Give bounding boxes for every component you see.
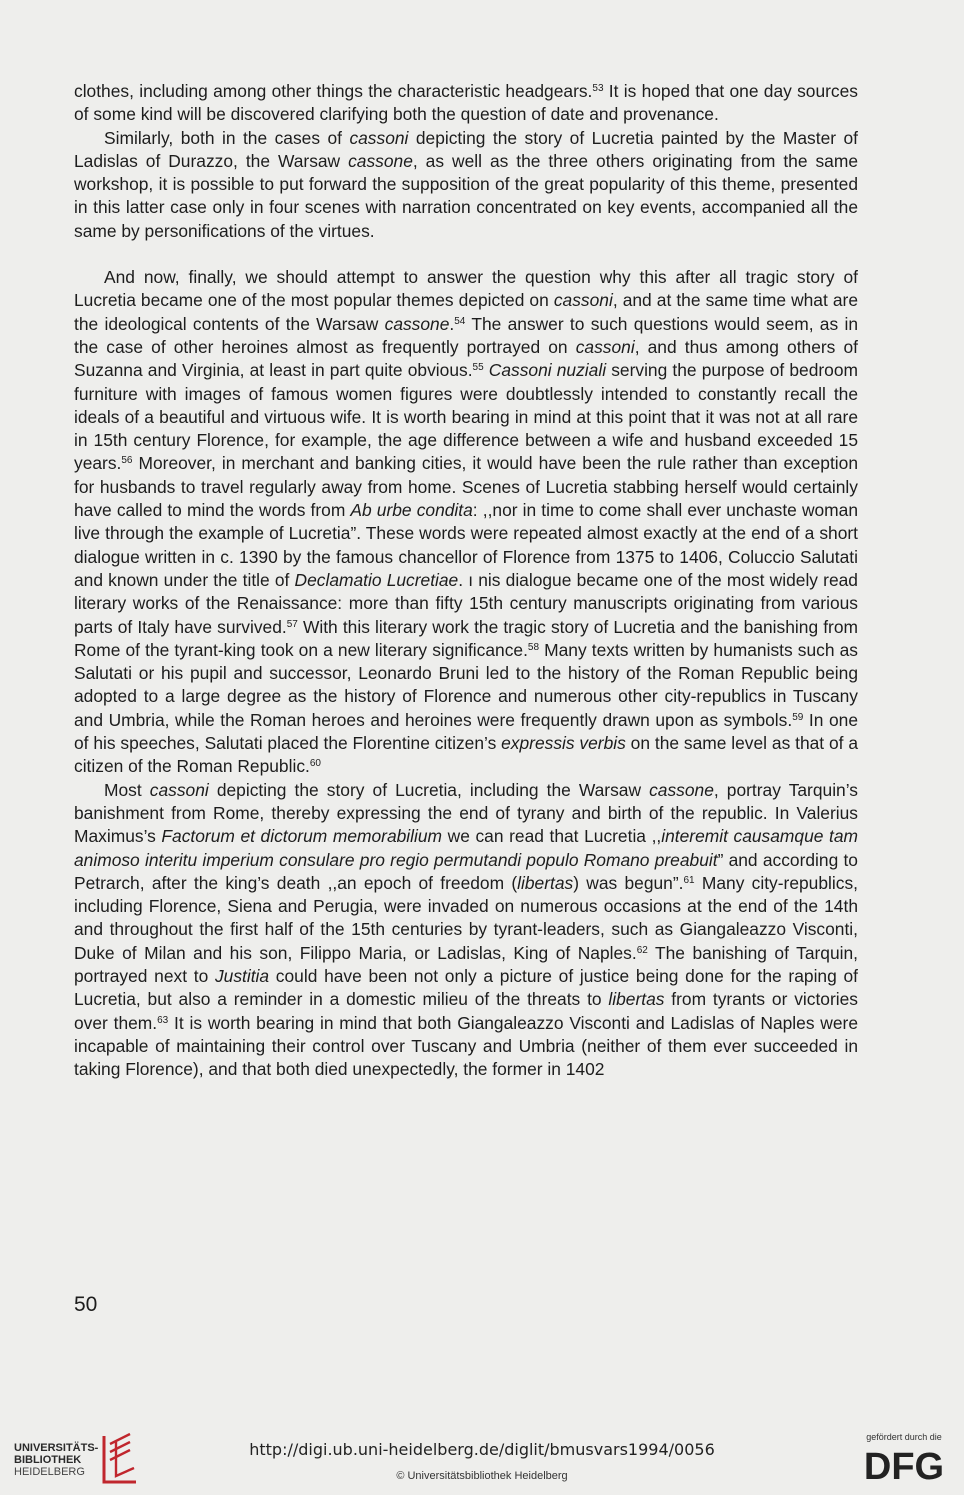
- library-name-line-2: BIBLIOTHEK: [14, 1454, 82, 1466]
- text-run: could have been not only a picture of justice being done for the raping of Lucretia, but also a reminder in a domestic milieu of the threats to: [74, 965, 858, 1010]
- dfg-caption: gefördert durch die: [866, 1432, 942, 1442]
- text-run: clothes, including among other things the characteristic headgears.: [74, 81, 593, 101]
- text-run: on the same level as that of a citizen of the Roman Republic.: [74, 733, 858, 777]
- text-run: Many texts written by humanists such as Salutati or his pupil and successor, Leonardo Bruni led to the history of the Roman Republic being adopted to a large degree as the history of Florence and numerous other city-republics in Tuscany and Umbria, while the Roman heroes and heroines were frequently drawn upon as symbols.: [74, 639, 858, 730]
- footnote-ref: 59: [792, 711, 804, 723]
- text-run: . ı nis dialogue became one of the most widely read literary works of the Renaissance: more than fifty 15th century manuscripts originating from various parts of Italy have survived.: [74, 569, 858, 637]
- source-url-link[interactable]: http://digi.ub.uni-heidelberg.de/diglit/bmusvars1994/0056: [249, 1440, 715, 1459]
- italic-term: libertas: [608, 989, 665, 1010]
- library-name-line-1: UNIVERSITÄTS-: [14, 1442, 99, 1454]
- italic-term: cassone: [649, 779, 714, 800]
- text-run: we can read that Lucretia ,,: [442, 826, 662, 847]
- italic-term: cassone: [348, 150, 413, 171]
- italic-term: Justitia: [214, 965, 270, 986]
- footnote-ref: 58: [527, 641, 540, 653]
- text-run: : ,,nor in time to come shall ever unchaste woman live through the example of Lucretia”. These words were repeated almost exactly at the end of a short dialogue written in c. 1390 by the famous chancellor of Florence from 1375 to 1406, Coluccio Salutati and known under the title of: [74, 500, 859, 590]
- italic-term: cassone: [384, 313, 450, 334]
- text-run: , portray Tarquin’s banishment from Rome, thereby expressing the end of tyrany and birth of the republic. In Valerius Maximus’s: [74, 779, 858, 847]
- copyright-notice: © Universitätsbibliothek Heidelberg: [396, 1470, 568, 1482]
- footnote-ref: 62: [636, 944, 648, 956]
- footnote-ref: 56: [121, 455, 133, 467]
- text-run: It is hoped that one day sources of some kind will be discovered clarifying both the question of date and provenance.: [74, 81, 858, 125]
- text-run: It is worth bearing in mind that both Giangaleazzo Visconti and Ladislas of Naples were incapable of maintaining their control over Tuscany and Umbria (neither of them ever succeeded in taking Florence), and that both died unexpectedly, the former in 1402: [74, 1012, 859, 1080]
- paragraph-2: [74, 127, 858, 243]
- italic-term: cassoni: [349, 127, 409, 148]
- italic-term: expressis verbis: [501, 733, 626, 754]
- text-run: , and thus among others of Suzanna and Virginia, at least in part quite obvious.: [74, 336, 859, 381]
- article-body: [74, 80, 858, 1081]
- page-number: 50: [74, 1293, 98, 1316]
- text-run: .: [449, 313, 455, 334]
- text-run: depicting the story of Lucretia painted by the Master of Ladislas of Durazzo, the Warsaw: [74, 127, 858, 171]
- footnote-ref: 55: [472, 362, 484, 374]
- italic-term: cassoni: [553, 290, 613, 311]
- text-run: from tyrants or victories over them.: [74, 989, 858, 1033]
- paragraph-4: [74, 779, 858, 1082]
- footnote-ref: 54: [454, 315, 466, 327]
- footnote-ref: 57: [286, 618, 298, 630]
- paragraph-1: [74, 80, 858, 127]
- text-run: depicting the story of Lucretia, including the Warsaw: [208, 779, 650, 800]
- italic-term: libertas: [517, 872, 574, 893]
- text-run: ” and according to Petrarch, after the king’s death ,,an epoch of freedom (: [74, 849, 858, 893]
- text-run: serving the purpose of bedroom furniture with images of famous women figures were doubtlessly intended to constantly recall the ideals of a beautiful and virtuous wife. It is worth bearing in mind at this point that it was not at all rare in 15th century Florence, for example, the age difference between a wife and husband exceeded 15 years.: [74, 360, 858, 474]
- dfg-logo-text: DFG: [863, 1448, 945, 1484]
- italic-term: Cassoni nuziali: [488, 360, 607, 381]
- text-run: With this literary work the tragic story of Lucretia and the banishing from Rome of the tyrant-king took on a new literary significance.: [74, 616, 858, 660]
- footnote-ref: 53: [592, 83, 604, 94]
- text-run: ) was begun”.: [573, 872, 684, 893]
- footnote-ref: 60: [309, 758, 321, 770]
- italic-term: Factorum et dictorum memorabilium: [161, 826, 443, 847]
- library-name-line-3: HEIDELBERG: [14, 1466, 85, 1478]
- text-run: Most: [104, 779, 150, 800]
- italic-term: Ab urbe condita: [350, 500, 473, 521]
- text-run: Many city-republics, including Florence, Siena and Perugia, were invaded on numerous occasions at the end of the 14th and throughout the first half of the 15th centuries by tyrant-leaders, such as Giangaleazzo Visconti, Duke of Milan and his son, Filippo Maria, or Ladislas, King of Naples.: [74, 872, 858, 963]
- text-run: And now, finally, we should attempt to answer the question why this after all tragic story of Lucretia became one of the most popular themes depicted on: [74, 267, 858, 311]
- text-run: In one of his speeches, Salutati placed the Florentine citizen’s: [74, 709, 858, 754]
- text-run: Moreover, in merchant and banking cities, it would have been the rule rather than exception for husbands to travel regularly away from home. Scenes of Lucretia stabbing herself would certainly have called to mind the words from: [74, 453, 858, 521]
- paragraph-3: [74, 266, 858, 779]
- text-run: , and at the same time what are the ideological contents of the Warsaw: [74, 290, 858, 334]
- text-run: , as well as the three others originating from the same workshop, it is possible to put forward the supposition of the great popularity of this theme, presented in this latter case only in four scenes with narration concentrated on key events, accompanied all the same by personifications of the virtues.: [74, 150, 858, 241]
- footer: [0, 1418, 964, 1495]
- dfg-logo-icon[interactable]: [856, 1448, 952, 1484]
- italic-term: Declamatio Lucretiae: [294, 569, 459, 590]
- footnote-ref: 63: [157, 1014, 169, 1026]
- italic-term: cassoni: [575, 336, 635, 357]
- text-run: Similarly, both in the cases of: [104, 127, 350, 148]
- text-run: The banishing of Tarquin, portrayed next to: [74, 942, 858, 986]
- italic-term: interemit causamque tam animoso interitu imperium consulare pro regio permutandi populo Romano preabuit: [74, 826, 859, 870]
- footnote-ref: 61: [683, 874, 695, 886]
- italic-term: cassoni: [149, 779, 209, 800]
- text-run: The answer to such questions would seem, as in the case of other heroines almost as frequently portrayed on: [74, 313, 858, 357]
